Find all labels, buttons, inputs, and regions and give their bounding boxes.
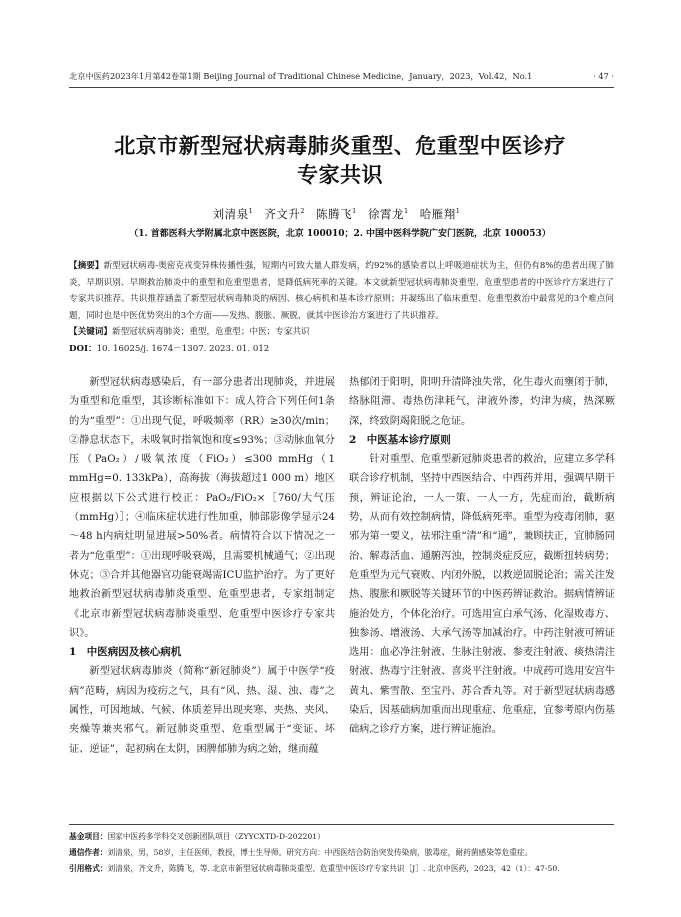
abstract [69, 258, 614, 324]
footnote-divider [69, 824, 614, 825]
header-divider [69, 87, 614, 88]
corresponding-author-label: 通信作者： [69, 848, 108, 857]
abstract-section [69, 258, 614, 357]
citation-note [69, 861, 614, 877]
body-paragraph: 针对重型、危重型新冠肺炎患者的救治，应建立多学科联合诊疗机制，坚持中西医结合、中西药并用，强调早期干预，辨证论治，一人一策、一人一方，先症而治，截断病势，从而有效控制病情，降低病死率。重型为疫毒闭肺，驱邪为第一要义，祛邪注重“清”和“通”，兼顾扶正，宜肺肠同治、解毒活血、通腑泻浊，控制炎症反应，截断扭转病势；危重型为元气衰败、内闭外脱，以救逆固脱论治；需关注发热、腹胀和厥脱等关键环节的中医药辨证救治。据病情辨证施治处方，个体化治疗。可选用宣白承气汤、化湿败毒方、独参汤、增液汤、大承气汤等加减治疗。中药注射液可辨证选用：血必净注射液、生脉注射液、参麦注射液、痰热清注射液、热毒宁注射液、喜炎平注射液。中成药可选用安宫牛黄丸、紫雪散、至宝丹、苏合香丸等。对于新型冠状病毒感染后，因基础病加重而出现重症、危重症，宜参考原内伤基础病之诊疗方案，进行辨证施治。 [349, 454, 615, 736]
citation-text: 刘清泉，齐文升，陈腾飞，等. 北京市新型冠状病毒肺炎重型、危重型中医诊疗专家共识［J］. 北京中医药，2023，42（1）：47-50. [107, 864, 560, 873]
author-list [60, 206, 620, 222]
author-name: 刘清泉 [212, 207, 249, 221]
body-paragraph: 热郁闭于阳明，阳明升清降浊失常，化生毒火而壅闭于肺，络脉阻滞、毒热伤津耗气，津液外渗，灼津为痰，热深厥深，终致阴竭阳脱之危证。 [349, 377, 615, 427]
affiliations: （1. 首都医科大学附属北京中医医院，北京 100010；2. 中国中医科学院广安门医院，北京 100053） [129, 229, 551, 239]
body-paragraph: 新型冠状病毒感染后，有一部分患者出现肺炎，并进展为重型和危重型，其诊断标准如下：成人符合下列任何1条的为“重型”：①出现气促，呼吸频率（RR）≥30次/min；②静息状态下，未吸氧时指氧饱和度≤93%；③动脉血氧分压（PaO₂）/吸氧浓度（FiO₂）≤300 mmHg（1 mmHg=0. 133kPa），高海拔（海拔超过1 000 m）地区应根据以下公式进行校正：PaO₂/FiO₂×［760/大气压（mmHg）］；④临床症状进行性加重，肺部影像学显示24～48 h内病灶明显进展>50%者。病情符合以下情况之一者为“危重型”：①出现呼吸衰竭，且需要机械通气；②出现休克；③合并其他器官功能衰竭需ICU监护治疗。为了更好地救治新型冠状病毒肺炎重型、危重型患者，专家组制定《北京市新型冠状病毒肺炎重型、危重型中医诊疗专家共识》。 [69, 377, 335, 639]
keywords [69, 324, 614, 341]
footnotes [69, 829, 614, 877]
body-column-left [69, 373, 335, 759]
keywords-label: 【关键词】 [69, 327, 112, 337]
funding-text: 国家中医药多学科交叉创新团队项目（ZYYCXTD-D-202201） [107, 832, 325, 841]
body-column-right [349, 373, 615, 740]
corresponding-author-note [69, 845, 614, 861]
journal-citation-header: 北京中医药2023年1月第42卷第1期 Beijing Journal of Traditional Chinese Medicine，January，2023，Vol.42，No.1 [69, 71, 533, 81]
author-name: 齐文升 [264, 207, 301, 221]
author-name: 徐霄龙 [367, 207, 404, 221]
author-affiliation-mark: 1 [352, 207, 357, 216]
author-name: 陈腾飞 [316, 207, 353, 221]
funding-label: 基金项目： [69, 832, 108, 841]
section-heading: 1 中医病因及核心病机 [69, 646, 182, 659]
page-number: · 47 · [593, 71, 614, 81]
section-heading: 2 中医基本诊疗原则 [349, 433, 451, 446]
article-title [60, 131, 620, 189]
keywords-text: 新型冠状病毒肺炎；重型，危重型；中医；专家共识 [111, 327, 310, 337]
doi-label: DOI： [69, 343, 97, 354]
corresponding-author-text: 刘清泉，男，58岁，主任医师，教授，博士生导师。研究方向：中西医结合防治突发传染病，脓毒症，耐药菌感染等危重症。 [107, 848, 533, 857]
doi-value: 10. 16025/j. 1674－1307. 2023. 01. 012 [96, 343, 270, 354]
running-header [69, 71, 614, 85]
funding-note [69, 829, 614, 845]
abstract-label: 【摘要】 [69, 261, 104, 271]
author-affiliation-mark: 1 [455, 207, 461, 216]
title-line-2: 专家共识 [297, 162, 383, 187]
doi [69, 341, 614, 358]
abstract-text: 新型冠状病毒-奥密克戎变异株传播性强，短期内可致大量人群发病，约92%的感染者以上呼吸道症状为主，但仍有8%的患者出现了肺炎，早期识别、早期救治肺炎中的重型和危重型患者，是降低病死率的关键。本文就新型冠状病毒肺炎重型、危重型患者的中医诊疗方案进行了专家共识推荐。共识推荐涵盖了新型冠状病毒肺炎的病因、核心病机和基本诊疗原则；并凝练出了临床重型、危重型救治中最常见的3个难点问题，同时也是中医优势突出的3个方面——发热、腹胀、厥脱，就其中医诊治方案进行了共识推荐。 [69, 261, 614, 321]
author-affiliation-mark: 1 [248, 207, 254, 216]
author-affiliation-mark: 2 [300, 207, 306, 216]
title-line-1: 北京市新型冠状病毒肺炎重型、危重型中医诊疗 [114, 133, 566, 158]
citation-label: 引用格式： [69, 864, 108, 873]
author-name: 哈雁翔 [419, 207, 456, 221]
body-paragraph: 新型冠状病毒肺炎（简称“新冠肺炎”）属于中医学“疫病”范畴，病因为疫疠之气，具有“风、热、湿、浊、毒”之属性，可因地域、气候、体质差异出现夹寒、夹热、夹风、夹燥等兼夹邪气。新冠肺炎重型、危重型属于“变证、坏证、逆证”，起初病在太阴，困脾郁肺为病之始，继而蕴 [69, 666, 335, 755]
author-affiliation-mark: 1 [403, 207, 409, 216]
